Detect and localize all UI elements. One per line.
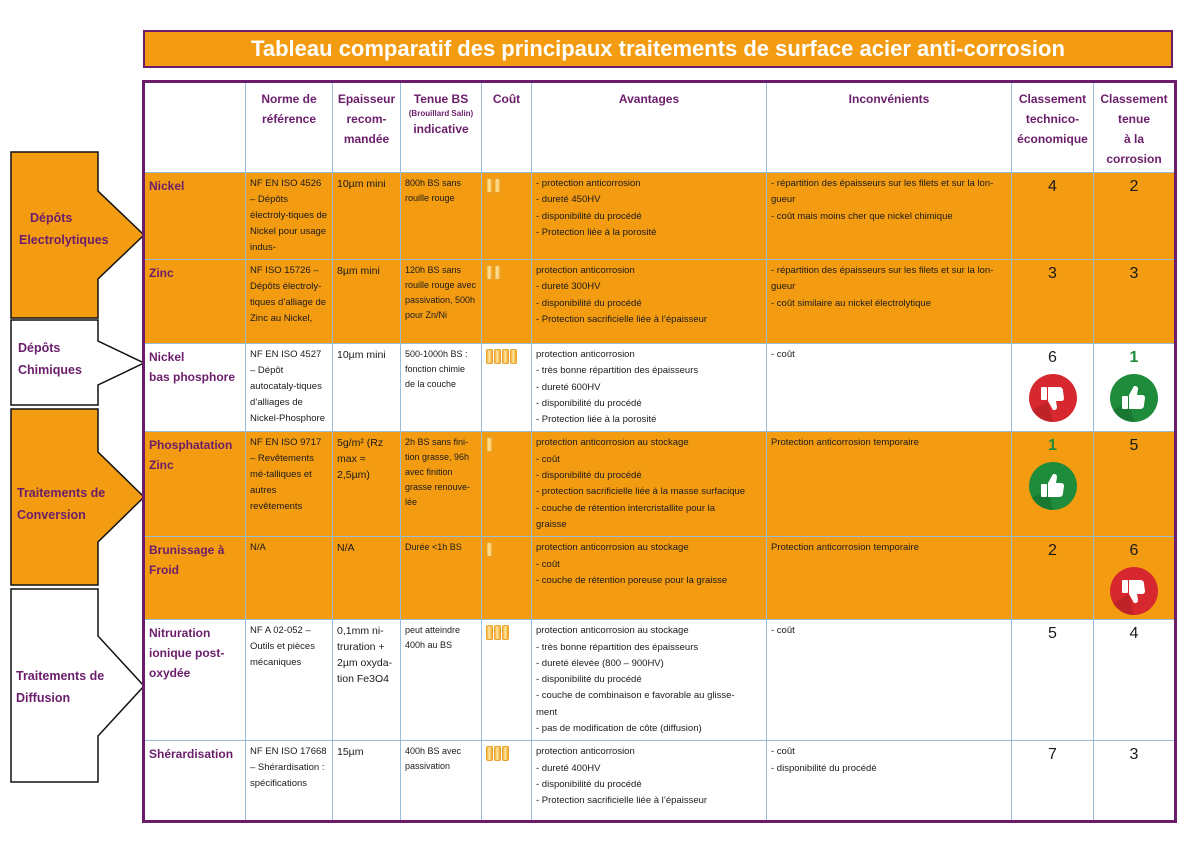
avantages-cell	[532, 173, 767, 260]
list-item: - dureté élevée (800 – 900HV)	[536, 657, 664, 669]
list-item: - couche de combinaison e favorable au glisse-	[536, 690, 735, 702]
category-label-line: Traitements de	[16, 669, 105, 683]
coin-icon	[502, 625, 509, 640]
list-item: - disponibilité du procédé	[536, 297, 642, 309]
inconvenients-cell	[767, 260, 1012, 344]
coin-icon	[494, 178, 501, 193]
rank-corr: 2	[1094, 173, 1175, 260]
header-cout: Coût	[482, 83, 532, 173]
cout-cell	[482, 260, 532, 344]
list-item: - dureté 450HV	[536, 194, 601, 206]
list-item: - couche de rétention poreuse pour la graisse	[536, 574, 728, 586]
rank-tech: 4	[1012, 173, 1094, 260]
header-classement-tech: Classement technico- économique	[1012, 83, 1094, 173]
header-empty	[145, 83, 246, 173]
coin-icon	[486, 437, 493, 452]
tenue-cell: 400h BS avec passivation	[401, 741, 482, 821]
coin-icon	[502, 746, 509, 761]
cout-cell	[482, 173, 532, 260]
coin-icon	[486, 625, 493, 640]
list-item: protection anticorrosion au stockage	[536, 437, 689, 449]
avantages-cell	[532, 260, 767, 344]
category-label-line: Diffusion	[16, 691, 71, 705]
table-row	[145, 537, 1175, 620]
thumbs-up-icon	[1028, 461, 1078, 511]
epaisseur-cell: 15µm	[333, 741, 401, 821]
norme-cell: N/A	[246, 537, 333, 620]
avantages-cell	[532, 620, 767, 741]
list-item: - dureté 400HV	[536, 762, 601, 774]
thumbs-down-icon	[1109, 566, 1159, 616]
list-item: - Protection liée à la porosité	[536, 226, 657, 238]
header-tenue: Tenue BS (Brouillard Salin) indicative	[401, 83, 482, 173]
list-item: - coût mais moins cher que nickel chimique	[771, 210, 953, 222]
coin-icon	[502, 349, 509, 364]
header-epaisseur: Epaisseur recom- mandée	[333, 83, 401, 173]
treatment-name: Nitruration ionique post- oxydée	[145, 620, 246, 741]
list-item: ment	[536, 706, 558, 718]
rank-corr: 6	[1129, 542, 1139, 560]
list-item: - Protection liée à la porosité	[536, 414, 657, 426]
coin-icons	[486, 540, 494, 562]
table-row	[145, 741, 1175, 821]
list-item: - disponibilité du procédé	[536, 778, 642, 790]
list-item: - répartition des épaisseurs sur les filets et sur la lon-	[771, 178, 994, 189]
list-item: - Protection sacrificielle liée à l’épaisseur	[536, 313, 708, 325]
category-traitements-diffusion	[10, 588, 146, 784]
rank-corr-cell	[1094, 344, 1175, 432]
avantages-cell	[532, 344, 767, 432]
list-item: - disponibilité du procédé	[536, 397, 642, 409]
cout-cell	[482, 432, 532, 537]
treatment-name: Nickel bas phosphore	[145, 344, 246, 432]
list-item: gueur	[771, 281, 796, 293]
inconvenients-cell	[767, 741, 1012, 821]
coin-icon	[494, 625, 501, 640]
list-item: - dureté 600HV	[536, 381, 601, 393]
coin-icons	[486, 347, 518, 369]
list-item: gueur	[771, 194, 796, 206]
category-depots-electrolytiques	[10, 151, 146, 319]
category-depots-chimiques	[10, 319, 146, 407]
coin-icons	[486, 744, 510, 766]
coin-icons	[486, 435, 494, 457]
list-item: protection anticorrosion au stockage	[536, 625, 689, 637]
category-label-line: Electrolytiques	[19, 233, 109, 247]
table-row	[145, 432, 1175, 537]
table-row	[145, 344, 1175, 432]
thumbs-up-icon	[1109, 373, 1159, 423]
cout-cell	[482, 537, 532, 620]
list-item: - Protection sacrificielle liée à l’épaisseur	[536, 795, 708, 807]
list-item: protection anticorrosion	[536, 746, 635, 758]
treatment-name: Nickel	[145, 173, 246, 260]
rank-tech: 5	[1012, 620, 1094, 741]
category-label-line: Dépôts	[30, 211, 73, 225]
epaisseur-cell: 10µm mini	[333, 173, 401, 260]
coin-icon	[494, 265, 501, 280]
coin-icon	[494, 746, 501, 761]
rank-tech: 2	[1012, 537, 1094, 620]
list-item: protection anticorrosion	[536, 349, 635, 360]
coin-icon	[486, 746, 493, 761]
rank-corr: 3	[1094, 260, 1175, 344]
coin-icon	[486, 542, 493, 557]
list-item: - protection anticorrosion	[536, 178, 641, 189]
rank-tech: 3	[1012, 260, 1094, 344]
coin-icons	[486, 263, 502, 285]
rank-tech: 6	[1048, 349, 1057, 366]
header-avantages: Avantages	[532, 83, 767, 173]
tenue-cell: peut atteindre 400h au BS	[401, 620, 482, 741]
list-item: Protection anticorrosion temporaire	[771, 437, 919, 449]
header-classement-corr: Classement tenue à la corrosion	[1094, 83, 1175, 173]
treatment-name: Brunissage à Froid	[145, 537, 246, 620]
inconvenients-cell	[767, 620, 1012, 741]
category-label-line: Chimiques	[18, 363, 82, 377]
avantages-cell	[532, 537, 767, 620]
rank-tech: 1	[1048, 437, 1057, 455]
list-item: protection anticorrosion au stockage	[536, 542, 689, 554]
epaisseur-cell: 5g/m² (Rz max ≈ 2,5µm)	[333, 432, 401, 537]
tenue-cell: 800h BS sans rouille rouge	[401, 173, 482, 260]
rank-tech-cell	[1012, 344, 1094, 432]
norme-cell: NF EN ISO 9717 – Revêtements mé-talliques et autres revêtements	[246, 432, 333, 537]
tenue-cell: 500-1000h BS : fonction chimie de la couche	[401, 344, 482, 432]
norme-cell: NF ISO 15726 – Dépôts électroly-tiques d’alliage de Zinc au Nickel,	[246, 260, 333, 344]
norme-cell: NF EN ISO 17668 – Shérardisation : spécifications	[246, 741, 333, 821]
rank-tech: 7	[1012, 741, 1094, 821]
inconvenients-cell	[767, 173, 1012, 260]
page-title: Tableau comparatif des principaux traitements de surface acier anti-corrosion	[143, 30, 1173, 68]
list-item: - disponibilité du procédé	[771, 762, 877, 774]
norme-cell: NF EN ISO 4526 – Dépôts électroly-tiques de Nickel pour usage indus-	[246, 173, 333, 260]
epaisseur-cell: 10µm mini	[333, 344, 401, 432]
rank-corr: 5	[1094, 432, 1175, 537]
category-label-line: Conversion	[17, 508, 86, 522]
list-item: - dureté 300HV	[536, 281, 601, 293]
coin-icons	[486, 176, 502, 198]
list-item: - très bonne répartition des épaisseurs	[536, 641, 699, 653]
treatment-name: Zinc	[145, 260, 246, 344]
coin-icon	[486, 178, 493, 193]
category-traitements-conversion	[10, 408, 146, 586]
list-item: - coût	[771, 625, 795, 637]
rank-corr: 3	[1094, 741, 1175, 821]
coin-icon	[494, 349, 501, 364]
cout-cell	[482, 620, 532, 741]
norme-cell: NF EN ISO 4527 – Dépôt autocataly-tiques d’alliages de Nickel-Phosphore	[246, 344, 333, 432]
rank-tech-cell	[1012, 432, 1094, 537]
epaisseur-cell: 0,1mm ni-truration + 2µm oxyda-tion Fe3O4	[333, 620, 401, 741]
list-item: - disponibilité du procédé	[536, 210, 642, 222]
avantages-cell	[532, 432, 767, 537]
table-row	[145, 260, 1175, 344]
rank-corr-cell	[1094, 537, 1175, 620]
list-item: Protection anticorrosion temporaire	[771, 542, 919, 554]
table-row	[145, 173, 1175, 260]
category-label-line: Dépôts	[18, 341, 61, 355]
inconvenients-cell	[767, 537, 1012, 620]
category-label-line: Traitements de	[17, 486, 106, 500]
cout-cell	[482, 741, 532, 821]
coin-icon	[486, 265, 493, 280]
list-item: - coût similaire au nickel électrolytique	[771, 297, 931, 309]
tenue-cell: Durée <1h BS	[401, 537, 482, 620]
cout-cell	[482, 344, 532, 432]
header-norme: Norme de référence	[246, 83, 333, 173]
rank-corr: 1	[1129, 349, 1139, 366]
header-inconvenients: Inconvénients	[767, 83, 1012, 173]
list-item: - coût	[536, 453, 560, 465]
inconvenients-cell	[767, 344, 1012, 432]
treatment-name: Shérardisation	[145, 741, 246, 821]
norme-cell: NF A 02-052 – Outils et pièces mécaniques	[246, 620, 333, 741]
thumbs-down-icon	[1028, 373, 1078, 423]
epaisseur-cell: N/A	[333, 537, 401, 620]
comparison-table	[144, 82, 1175, 821]
coin-icons	[486, 623, 510, 645]
tenue-cell: 2h BS sans fini-tion grasse, 96h avec finition grasse renouve-lée	[401, 432, 482, 537]
table-header-row	[145, 83, 1175, 173]
list-item: - coût	[771, 349, 795, 360]
epaisseur-cell: 8µm mini	[333, 260, 401, 344]
avantages-cell	[532, 741, 767, 821]
list-item: - couche de rétention intercristallite pour la	[536, 502, 716, 514]
list-item: - coût	[536, 558, 560, 570]
list-item: - répartition des épaisseurs sur les filets et sur la lon-	[771, 265, 994, 276]
list-item: - protection sacrificielle liée à la masse surfacique	[536, 486, 746, 498]
list-item: protection anticorrosion	[536, 265, 635, 276]
coin-icon	[486, 349, 493, 364]
coin-icon	[510, 349, 517, 364]
list-item: graisse	[536, 518, 567, 530]
list-item: - pas de modification de côte (diffusion)	[536, 723, 702, 735]
list-item: - disponibilité du procédé	[536, 470, 642, 482]
tenue-cell: 120h BS sans rouille rouge avec passivation, 500h pour Zn/Ni	[401, 260, 482, 344]
list-item: - disponibilité du procédé	[536, 674, 642, 686]
list-item: - coût	[771, 746, 795, 758]
inconvenients-cell	[767, 432, 1012, 537]
treatment-name: Phosphatation Zinc	[145, 432, 246, 537]
list-item: - très bonne répartition des épaisseurs	[536, 365, 699, 377]
table-row	[145, 620, 1175, 741]
rank-corr: 4	[1094, 620, 1175, 741]
